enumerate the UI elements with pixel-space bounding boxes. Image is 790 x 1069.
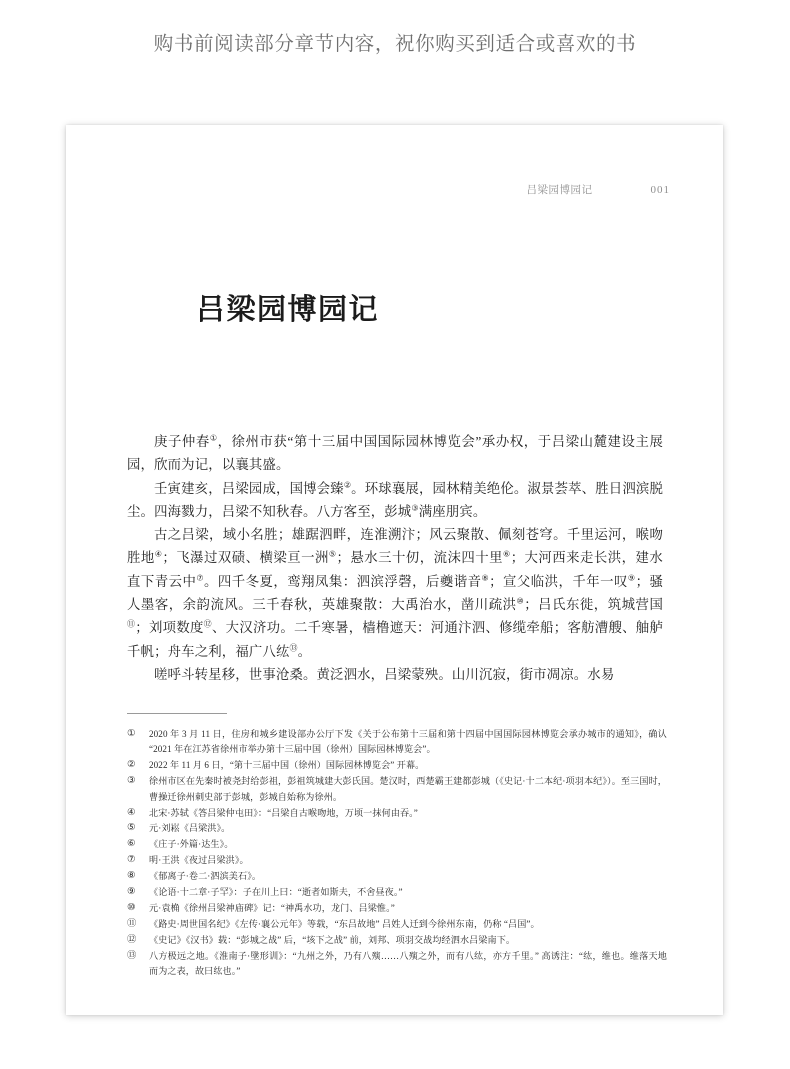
footnote-item	[127, 758, 667, 773]
footnote-text: 徐州市区在先秦时被尧封给彭祖，彭祖筑城建大彭氏国。楚汉时，西楚霸王建都彭城（《史记·十二本纪·项羽本纪》）。至三国时，曹操迁徐州刺史部于彭城，彭城自始称为徐州。	[149, 776, 667, 802]
footnote-item	[127, 933, 667, 948]
promo-banner	[0, 0, 790, 125]
footnote-marker: ⑪	[127, 918, 137, 929]
footnote-text: 《庄子·外篇·达生》。	[149, 839, 234, 850]
running-head-title: 吕梁园博园记	[526, 185, 593, 196]
footnote-text: 《论语·十二章·子罕》：子在川上曰：“逝者如斯夫，不舍昼夜。”	[149, 887, 403, 898]
footnote-reference[interactable]: ⑤	[328, 550, 337, 560]
footnote-list	[127, 727, 667, 980]
footnote-text: 元·袁桷《徐州吕梁神庙碑》记：“神禹水功，龙门、吕梁惟。”	[149, 902, 395, 913]
promo-banner-text: 购书前阅读部分章节内容，祝你购买到适合或喜欢的书	[153, 33, 637, 55]
footnote-item	[127, 949, 667, 980]
footnote-text: 《郁离子·卷二·泗滨美石》。	[149, 871, 262, 882]
footnote-marker: ⑫	[127, 934, 137, 945]
chapter-title: 吕梁园博园记	[196, 294, 380, 327]
footnote-reference[interactable]: ⑧	[481, 573, 490, 583]
footnote-reference[interactable]: ⑦	[196, 573, 205, 583]
footnote-marker: ⑩	[127, 902, 136, 913]
footnote-reference[interactable]: ②	[343, 480, 352, 490]
body-text	[127, 430, 663, 686]
footnote-reference[interactable]: ⑨	[627, 573, 636, 583]
footnote-marker: ⑥	[127, 839, 136, 850]
running-head	[66, 182, 723, 198]
footnote-marker: ③	[127, 776, 136, 787]
footnote-item	[127, 869, 667, 884]
footnote-marker: ②	[127, 760, 136, 771]
footnote-marker: ⑤	[127, 823, 136, 834]
footnote-item	[127, 821, 667, 836]
footnote-reference[interactable]: ④	[154, 550, 163, 560]
body-paragraph: 壬寅建亥，吕梁园成，国博会臻②。环球襄展，园林精美绝伦。淑景荟萃、胜日泗滨脱尘。四海戮力，吕梁不知秋春。八方客至，彭城③满座朋宾。	[127, 480, 663, 519]
footnote-marker: ①	[127, 729, 136, 739]
footnote-item	[127, 901, 667, 916]
footnote-item	[127, 917, 667, 932]
footnote-reference[interactable]: ⑫	[203, 619, 212, 629]
body-paragraph: 古之吕梁，域小名胜；雄踞泗畔，连淮溯汴；风云聚散、佩刻苍穹。千里运河，喉吻胜地④；飞瀑过双碛、横梁亘一洲⑤；悬水三十仞，流沫四十里⑥；大河西来走长洪，建水直下青云中⑦。四千冬夏，鸾翔凤集：泗滨浮磬，后夔谐音⑧；宣父临洪，千年一叹⑨；骚人墨客，余韵流风。三千春秋，英雄聚散：大禹治水，凿川疏洪⑩；吕氏东徙，筑城营国⑪；刘项数度⑫、大汉济功。二千寒暑，樯橹遮天：河通汴泗、修缆牵船；客舫漕艘、舳舻千帆；舟车之利，福广八纮⑬。	[127, 527, 664, 659]
footnote-reference[interactable]: ⑪	[127, 619, 136, 629]
page-number: 001	[650, 184, 670, 196]
footnote-text: 明·王洪《夜过吕梁洪》。	[149, 855, 249, 866]
footnote-marker: ④	[127, 807, 136, 818]
footnote-text: 《史记》《汉书》载：“彭城之战” 后，“垓下之战” 前，刘邦、项羽交战均经泗水吕梁南下。	[149, 934, 516, 945]
footnote-marker: ⑦	[127, 855, 136, 866]
book-page-container	[66, 125, 723, 1015]
footnote-separator	[127, 713, 227, 714]
footnote-text: 2022 年 11 月 6 日，“第十三届中国（徐州）国际园林博览会” 开幕。	[149, 760, 425, 771]
footnote-marker: ⑧	[127, 871, 136, 882]
footnote-text: 《路史·周世国名纪》《左传·襄公元年》等载，“东吕故地” 吕姓人迁到今徐州东南，仍称 “吕国”。	[149, 918, 540, 929]
footnote-text: 元·刘崧《吕梁洪》。	[149, 823, 231, 834]
footnote-item	[127, 885, 667, 900]
footnote-reference[interactable]: ⑩	[516, 596, 525, 606]
footnote-item	[127, 806, 667, 821]
book-page	[66, 125, 723, 1015]
footnote-item	[127, 727, 667, 758]
footnote-reference[interactable]: ⑬	[289, 643, 298, 653]
footnotes	[127, 713, 667, 980]
body-paragraph: 嗟呼斗转星移，世事沧桑。黄泛泗水，吕梁蒙殃。山川沉寂，街市凋凉。水易	[154, 666, 615, 682]
footnote-marker: ⑬	[127, 950, 137, 961]
footnote-item	[127, 837, 667, 852]
footnote-item	[127, 774, 667, 805]
footnote-reference[interactable]: ⑥	[503, 550, 511, 560]
footnote-text: 2020 年 3 月 11 日，住房和城乡建设部办公厅下发《关于公布第十三届和第十四届中国国际园林博览会承办城市的通知》，确认 “2021 年在江苏省徐州市举办第十三届中国（徐州）国际园林博览会”。	[149, 729, 667, 755]
footnote-marker: ⑨	[127, 887, 136, 898]
footnote-text: 八方极远之地。《淮南子·墬形训》：“九州之外，乃有八殥……八殥之外，而有八纮，亦方千里。” 高诱注：“纮，维也。维落天地而为之表，故曰纮也。”	[149, 950, 667, 977]
footnote-text: 北宋·苏轼《答吕梁仲屯田》：“吕梁自古喉吻地，万顷一抹何由吞。”	[149, 807, 418, 818]
footnote-item	[127, 853, 667, 868]
body-paragraph: 庚子仲春①，徐州市获“第十三届中国国际园林博览会”承办权，于吕梁山麓建设主展园，欣而为记，以襄其盛。	[127, 433, 663, 473]
footnote-reference[interactable]: ③	[411, 503, 419, 513]
footnote-reference[interactable]: ①	[209, 433, 218, 443]
